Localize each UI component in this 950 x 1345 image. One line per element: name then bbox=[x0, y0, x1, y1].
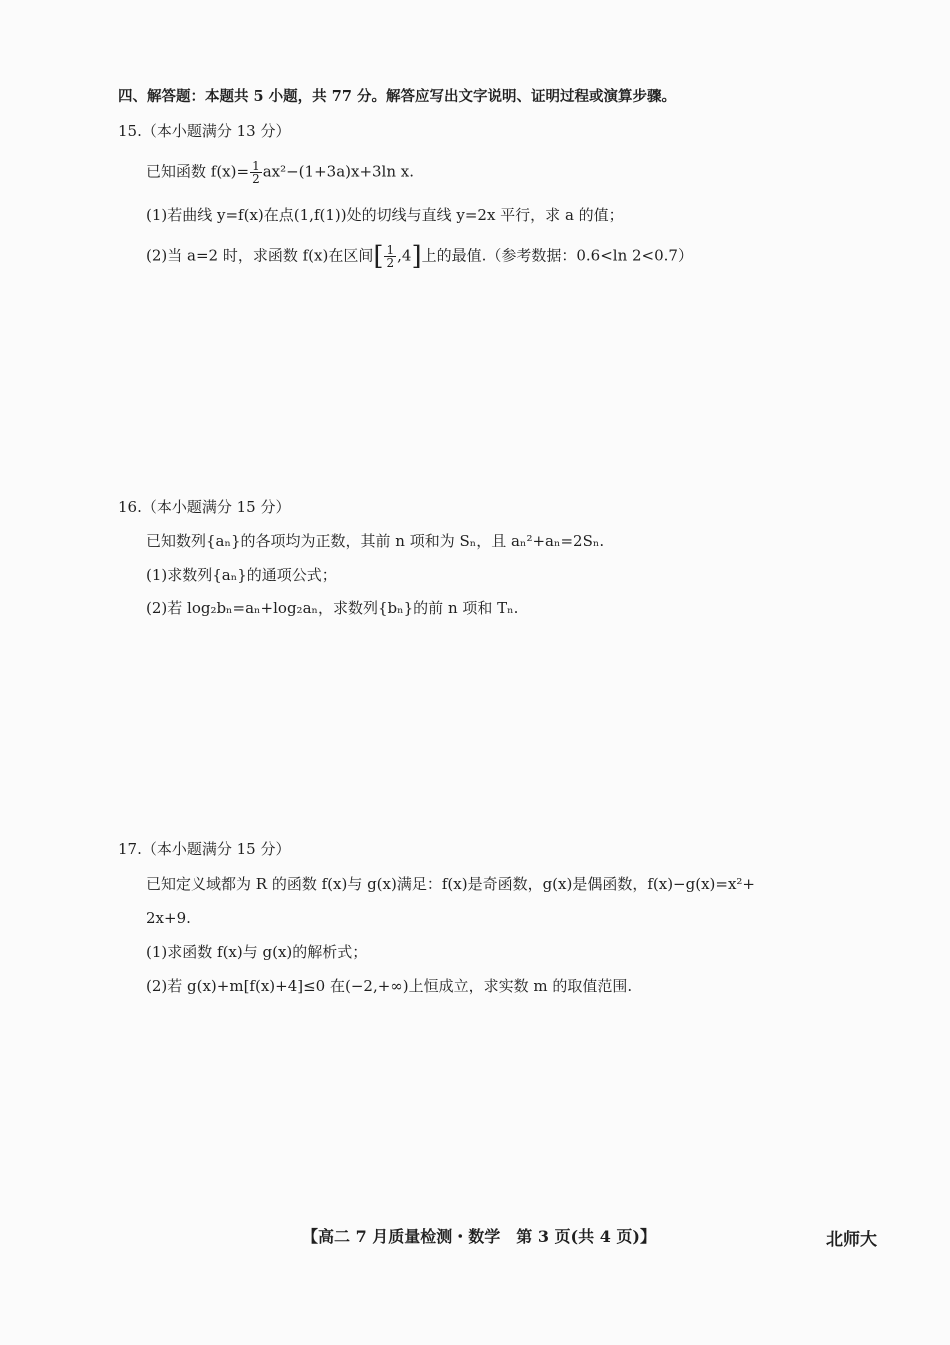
q15-header: 15.（本小题满分 13 分） bbox=[118, 122, 291, 140]
q15-stem-suffix: ax²−(1+3a)x+3ln x. bbox=[262, 162, 415, 181]
q15-fraction bbox=[250, 160, 262, 185]
right-bracket: ] bbox=[411, 241, 422, 272]
q17-part1: (1)求函数 f(x)与 g(x)的解析式； bbox=[146, 943, 368, 961]
q17-stem-line1: 已知定义域都为 R 的函数 f(x)与 g(x)满足：f(x)是奇函数，g(x)是偶函数，f(x)−g(x)=x²+ bbox=[146, 875, 755, 893]
q17-header: 17.（本小题满分 15 分） bbox=[118, 840, 291, 858]
q16-stem: 已知数列{aₙ}的各项均为正数，其前 n 项和为 Sₙ，且 aₙ²+aₙ=2Sₙ. bbox=[146, 532, 605, 550]
q15-interval-end: ,4 bbox=[397, 246, 412, 265]
q15-interval-fraction bbox=[384, 244, 396, 269]
q15-part2-suffix: 上的最值.（参考数据：0.6<ln 2<0.7） bbox=[421, 246, 693, 265]
q15-part2-prefix: (2)当 a=2 时，求函数 f(x)在区间 bbox=[146, 246, 374, 265]
q17-part2: (2)若 g(x)+m[f(x)+4]≤0 在(−2,+∞)上恒成立，求实数 m 的取值范围. bbox=[146, 977, 633, 995]
q15-stem-prefix: 已知函数 f(x)= bbox=[146, 162, 250, 181]
q17-stem-line2: 2x+9. bbox=[146, 909, 191, 927]
edition-label: 北师大 bbox=[826, 1230, 877, 1250]
left-bracket: [ bbox=[373, 241, 384, 272]
q16-header: 16.（本小题满分 15 分） bbox=[118, 498, 291, 516]
q15-int-frac-den: 2 bbox=[386, 256, 395, 270]
q15-int-frac-num: 1 bbox=[386, 243, 395, 257]
q15-part1: (1)若曲线 y=f(x)在点(1,f(1))处的切线与直线 y=2x 平行，求 a 的值； bbox=[146, 206, 624, 224]
q15-frac-den: 2 bbox=[252, 172, 260, 186]
q16-part1: (1)求数列{aₙ}的通项公式； bbox=[146, 566, 337, 584]
section-heading: 四、解答题：本题共 5 小题，共 77 分。解答应写出文字说明、证明过程或演算步骤。 bbox=[118, 88, 676, 105]
page-footer: 【高二 7 月质量检测・数学 第 3 页(共 4 页)】 bbox=[302, 1227, 656, 1246]
q15-stem bbox=[146, 160, 414, 185]
q16-part2: (2)若 log₂bₙ=aₙ+log₂aₙ，求数列{bₙ}的前 n 项和 Tₙ. bbox=[146, 599, 519, 617]
q15-part2 bbox=[146, 241, 693, 272]
q15-frac-num: 1 bbox=[252, 159, 260, 173]
